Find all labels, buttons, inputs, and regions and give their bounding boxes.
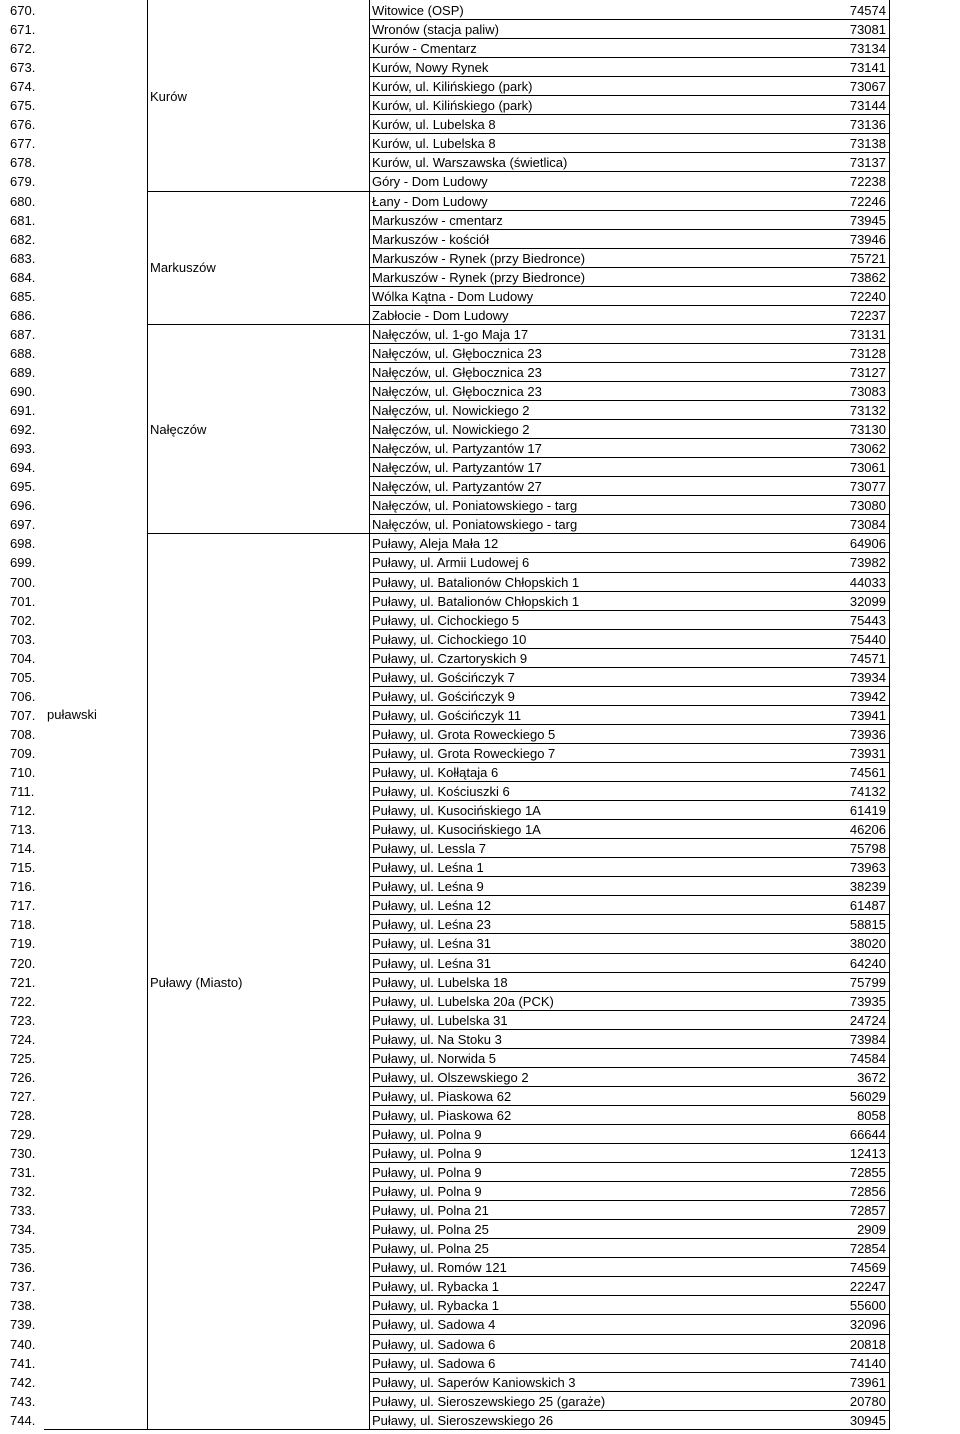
row-number: 675. [10, 98, 36, 114]
station-code: 73137 [849, 155, 886, 171]
station-code: 73077 [849, 479, 886, 495]
row-number: 684. [10, 269, 36, 285]
row-number: 719. [10, 936, 36, 952]
station-code: 73945 [849, 212, 886, 228]
station-code: 22247 [849, 1279, 886, 1295]
address: Puławy, ul. Grota Roweckiego 7 [372, 745, 556, 761]
station-code: 73128 [849, 345, 886, 361]
row-number: 733. [10, 1203, 36, 1219]
station-code: 73144 [849, 98, 886, 114]
address: Puławy, ul. Sadowa 4 [372, 1317, 496, 1333]
address: Kurów, ul. Lubelska 8 [372, 117, 496, 133]
row-number: 711. [10, 784, 35, 800]
address: Puławy, ul. Lubelska 20a (PCK) [372, 993, 554, 1009]
row-number: 713. [10, 822, 36, 838]
station-code: 73081 [849, 22, 886, 38]
row-number: 722. [10, 993, 36, 1009]
station-code: 73138 [849, 136, 886, 152]
station-code: 72238 [849, 174, 886, 190]
station-code: 73067 [849, 79, 886, 95]
address: Puławy, ul. Polna 9 [372, 1146, 482, 1161]
station-code: 58815 [849, 917, 886, 933]
station-code: 73982 [849, 555, 886, 571]
row-number: 692. [10, 422, 36, 438]
gmina-label: Kurów [150, 88, 187, 104]
row-number: 729. [10, 1126, 36, 1142]
address: Markuszów - cmentarz [372, 212, 503, 228]
address: Puławy, ul. Polna 9 [372, 1184, 482, 1200]
station-code: 61487 [849, 898, 886, 914]
station-code: 73961 [849, 1374, 886, 1390]
address: Kurów, ul. Kilińskiego (park) [372, 79, 533, 95]
station-code: 73984 [849, 1031, 886, 1047]
address: Nałęczów, ul. Nowickiego 2 [372, 403, 530, 419]
station-code: 73935 [849, 993, 886, 1009]
address: Puławy, ul. Polna 9 [372, 1165, 482, 1181]
row-number: 735. [10, 1241, 36, 1257]
row-number: 728. [10, 1107, 36, 1123]
row-number: 710. [10, 765, 36, 780]
station-code: 74561 [849, 765, 886, 780]
address: Nałęczów, ul. Partyzantów 17 [372, 441, 542, 457]
station-code: 73130 [849, 422, 886, 438]
station-code: 3672 [857, 1069, 886, 1085]
row-number: 717. [10, 898, 36, 914]
station-code: 73141 [849, 60, 886, 76]
address: Kurów, ul. Warszawska (świetlica) [372, 155, 568, 171]
row-number: 698. [10, 536, 36, 552]
station-code: 73942 [849, 688, 886, 704]
address: Puławy, ul. Gościńczyk 11 [372, 707, 522, 723]
address: Puławy, ul. Leśna 1 [372, 860, 484, 876]
address: Puławy, ul. Leśna 31 [372, 936, 491, 952]
group-border [147, 324, 370, 325]
address: Markuszów - Rynek (przy Biedronce) [372, 269, 586, 285]
address: Puławy, ul. Leśna 23 [372, 917, 491, 933]
row-number: 724. [10, 1031, 36, 1047]
row-number: 731. [10, 1165, 36, 1181]
address: Puławy, ul. Gościńczyk 7 [372, 669, 515, 685]
gmina-label: Markuszów [150, 260, 216, 276]
row-number: 744. [10, 1412, 36, 1428]
row-number: 687. [10, 326, 36, 342]
address: Puławy, ul. Piaskowa 62 [372, 1107, 512, 1123]
row-number: 706. [10, 688, 36, 704]
station-code: 73963 [849, 860, 886, 876]
address: Puławy, ul. Lessla 7 [372, 841, 486, 857]
row-number: 727. [10, 1088, 36, 1104]
station-code: 74584 [849, 1050, 886, 1066]
address: Nałęczów, ul. Partyzantów 27 [372, 479, 542, 495]
row-number: 688. [10, 345, 36, 361]
address: Kurów, ul. Kilińskiego (park) [372, 98, 533, 114]
row-number: 689. [10, 364, 36, 380]
station-code: 66644 [849, 1126, 886, 1142]
station-code: 61419 [849, 803, 886, 819]
address: Puławy, ul. Polna 9 [372, 1126, 482, 1142]
station-code: 64240 [849, 955, 886, 971]
address: Puławy, Aleja Mała 12 [372, 536, 499, 552]
row-number: 676. [10, 117, 36, 133]
station-code: 75799 [849, 974, 886, 990]
station-code: 73134 [849, 41, 886, 57]
row-number: 738. [10, 1298, 36, 1314]
address: Puławy, ul. Lubelska 31 [372, 1012, 508, 1028]
row-number: 737. [10, 1279, 36, 1295]
row-number: 690. [10, 384, 36, 399]
station-code: 55600 [849, 1298, 886, 1314]
address: Nałęczów, ul. 1-go Maja 17 [372, 326, 529, 342]
address: Kurów - Cmentarz [372, 41, 477, 57]
station-code: 8058 [857, 1107, 886, 1123]
station-code: 74574 [849, 3, 886, 18]
station-code: 73132 [849, 403, 886, 419]
powiat-label: puławski [47, 707, 97, 723]
station-code: 46206 [849, 822, 886, 838]
row-number: 671. [10, 22, 36, 38]
row-number: 682. [10, 231, 36, 247]
row-number: 683. [10, 250, 36, 266]
address: Puławy, ul. Polna 25 [372, 1222, 489, 1238]
row-number: 705. [10, 669, 36, 685]
row-number: 702. [10, 612, 36, 628]
row-number: 725. [10, 1050, 36, 1066]
address: Markuszów - kościół [372, 231, 490, 247]
station-code: 73136 [849, 117, 886, 133]
row-number: 678. [10, 155, 36, 171]
row-number: 677. [10, 136, 36, 152]
row-number: 714. [10, 841, 36, 857]
group-border [147, 191, 370, 192]
row-number: 730. [10, 1146, 36, 1161]
row-number: 721. [10, 974, 36, 990]
station-code: 74140 [849, 1355, 886, 1371]
row-number: 695. [10, 479, 36, 495]
station-code: 74571 [849, 650, 886, 666]
station-code: 38020 [849, 936, 886, 952]
station-code: 2909 [857, 1222, 886, 1238]
station-code: 38239 [849, 879, 886, 895]
station-code: 44033 [849, 574, 886, 590]
row-number: 681. [10, 212, 36, 228]
row-number: 742. [10, 1374, 36, 1390]
address: Puławy, ul. Piaskowa 62 [372, 1088, 512, 1104]
address: Nałęczów, ul. Poniatowskiego - targ [372, 498, 578, 514]
row-number: 700. [10, 574, 36, 590]
station-code: 73936 [849, 726, 886, 742]
address: Puławy, ul. Rybacka 1 [372, 1298, 499, 1314]
address: Puławy, ul. Kołłątaja 6 [372, 765, 499, 780]
address: Puławy, ul. Polna 21 [372, 1203, 489, 1219]
table-bottom-border [44, 1429, 890, 1430]
station-code: 72240 [849, 288, 886, 304]
address: Puławy, ul. Kusocińskiego 1A [372, 822, 541, 838]
address: Łany - Dom Ludowy [372, 193, 488, 209]
station-code: 75798 [849, 841, 886, 857]
row-number: 686. [10, 307, 36, 323]
address: Puławy, ul. Polna 25 [372, 1241, 489, 1257]
station-code: 74132 [849, 784, 886, 800]
address: Markuszów - Rynek (przy Biedronce) [372, 250, 586, 266]
address: Puławy, ul. Sieroszewskiego 25 (garaże) [372, 1393, 606, 1409]
station-code: 72855 [849, 1165, 886, 1181]
address: Puławy, ul. Rybacka 1 [372, 1279, 499, 1295]
station-code: 73080 [849, 498, 886, 514]
address: Puławy, ul. Lubelska 18 [372, 974, 508, 990]
gmina-label: Nałęczów [150, 422, 207, 438]
station-code: 72246 [849, 193, 886, 209]
station-code: 73062 [849, 441, 886, 457]
address: Zabłocie - Dom Ludowy [372, 307, 509, 323]
address: Puławy, ul. Leśna 9 [372, 879, 484, 895]
station-code: 73941 [849, 707, 886, 723]
address: Nałęczów, ul. Głębocznica 23 [372, 384, 542, 399]
row-number: 696. [10, 498, 36, 514]
address: Puławy, ul. Cichockiego 10 [372, 631, 527, 647]
row-number: 704. [10, 650, 36, 666]
address: Nałęczów, ul. Nowickiego 2 [372, 422, 530, 438]
station-code: 20780 [849, 1393, 886, 1409]
row-number: 699. [10, 555, 36, 571]
station-code: 12413 [849, 1146, 886, 1161]
row-number: 708. [10, 726, 36, 742]
station-code: 72854 [849, 1241, 886, 1257]
row-number: 720. [10, 955, 36, 971]
row-number: 740. [10, 1336, 36, 1352]
station-code: 73862 [849, 269, 886, 285]
row-number: 726. [10, 1069, 36, 1085]
address: Puławy, ul. Na Stoku 3 [372, 1031, 502, 1047]
address: Puławy, ul. Romów 121 [372, 1260, 507, 1276]
address: Puławy, ul. Leśna 12 [372, 898, 491, 914]
row-number: 680. [10, 193, 36, 209]
address: Puławy, ul. Sieroszewskiego 26 [372, 1412, 554, 1428]
gmina-label: Puławy (Miasto) [150, 974, 243, 990]
row-number: 739. [10, 1317, 36, 1333]
station-code: 73084 [849, 517, 886, 533]
address: Puławy, ul. Armii Ludowej 6 [372, 555, 530, 571]
address: Puławy, ul. Sadowa 6 [372, 1355, 496, 1371]
address: Góry - Dom Ludowy [372, 174, 488, 190]
station-code: 73127 [849, 364, 886, 380]
row-number: 718. [10, 917, 36, 933]
row-number: 703. [10, 631, 36, 647]
row-number: 670. [10, 3, 36, 18]
row-number: 732. [10, 1184, 36, 1200]
station-code: 72237 [849, 307, 886, 323]
row-number: 736. [10, 1260, 36, 1276]
station-code: 73131 [849, 326, 886, 342]
row-number: 685. [10, 288, 36, 304]
row-number: 673. [10, 60, 36, 76]
row-number: 691. [10, 403, 36, 419]
address: Puławy, ul. Batalionów Chłopskich 1 [372, 574, 580, 590]
group-border [147, 533, 370, 534]
address: Puławy, ul. Grota Roweckiego 5 [372, 726, 556, 742]
row-number: 712. [10, 803, 36, 819]
station-code: 75443 [849, 612, 886, 628]
row-number: 674. [10, 79, 36, 95]
station-code: 73083 [849, 384, 886, 399]
address: Kurów, Nowy Rynek [372, 60, 489, 76]
address: Puławy, ul. Kusocińskiego 1A [372, 803, 541, 819]
row-number: 716. [10, 879, 36, 895]
address: Nałęczów, ul. Poniatowskiego - targ [372, 517, 578, 533]
row-number: 723. [10, 1012, 36, 1028]
station-code: 32096 [849, 1317, 886, 1333]
row-number: 734. [10, 1222, 36, 1238]
address: Puławy, ul. Sadowa 6 [372, 1336, 496, 1352]
address: Puławy, ul. Batalionów Chłopskich 1 [372, 593, 580, 609]
address: Puławy, ul. Olszewskiego 2 [372, 1069, 529, 1085]
address: Nałęczów, ul. Głębocznica 23 [372, 345, 542, 361]
row-number: 694. [10, 460, 36, 476]
address: Nałęczów, ul. Głębocznica 23 [372, 364, 542, 380]
address: Puławy, ul. Cichockiego 5 [372, 612, 520, 628]
address: Puławy, ul. Kościuszki 6 [372, 784, 510, 800]
station-code: 75440 [849, 631, 886, 647]
address: Puławy, ul. Czartoryskich 9 [372, 650, 528, 666]
address: Puławy, ul. Leśna 31 [372, 955, 491, 971]
station-code: 32099 [849, 593, 886, 609]
address: Wólka Kątna - Dom Ludowy [372, 288, 534, 304]
station-code: 73061 [849, 460, 886, 476]
row-number: 715. [10, 860, 36, 876]
address: Puławy, ul. Norwida 5 [372, 1050, 497, 1066]
row-number: 741. [10, 1355, 36, 1371]
station-code: 75721 [849, 250, 886, 266]
address: Puławy, ul. Gościńczyk 9 [372, 688, 515, 704]
address: Nałęczów, ul. Partyzantów 17 [372, 460, 542, 476]
station-code: 20818 [849, 1336, 886, 1352]
address: Wronów (stacja paliw) [372, 22, 499, 38]
row-number: 743. [10, 1393, 36, 1409]
row-number: 709. [10, 745, 36, 761]
row-number: 693. [10, 441, 36, 457]
station-code: 72856 [849, 1184, 886, 1200]
row-number: 701. [10, 593, 36, 609]
station-code: 64906 [849, 536, 886, 552]
station-code: 73946 [849, 231, 886, 247]
station-code: 24724 [849, 1012, 886, 1028]
station-code: 30945 [849, 1412, 886, 1428]
row-number: 707. [10, 707, 36, 723]
row-number: 672. [10, 41, 36, 57]
row-number: 679. [10, 174, 36, 190]
station-code: 73931 [849, 745, 886, 761]
station-code: 72857 [849, 1203, 886, 1219]
station-code: 73934 [849, 669, 886, 685]
address: Kurów, ul. Lubelska 8 [372, 136, 496, 152]
address: Puławy, ul. Saperów Kaniowskich 3 [372, 1374, 576, 1390]
address: Witowice (OSP) [372, 3, 464, 18]
station-code: 74569 [849, 1260, 886, 1276]
station-code: 56029 [849, 1088, 886, 1104]
row-number: 697. [10, 517, 36, 533]
